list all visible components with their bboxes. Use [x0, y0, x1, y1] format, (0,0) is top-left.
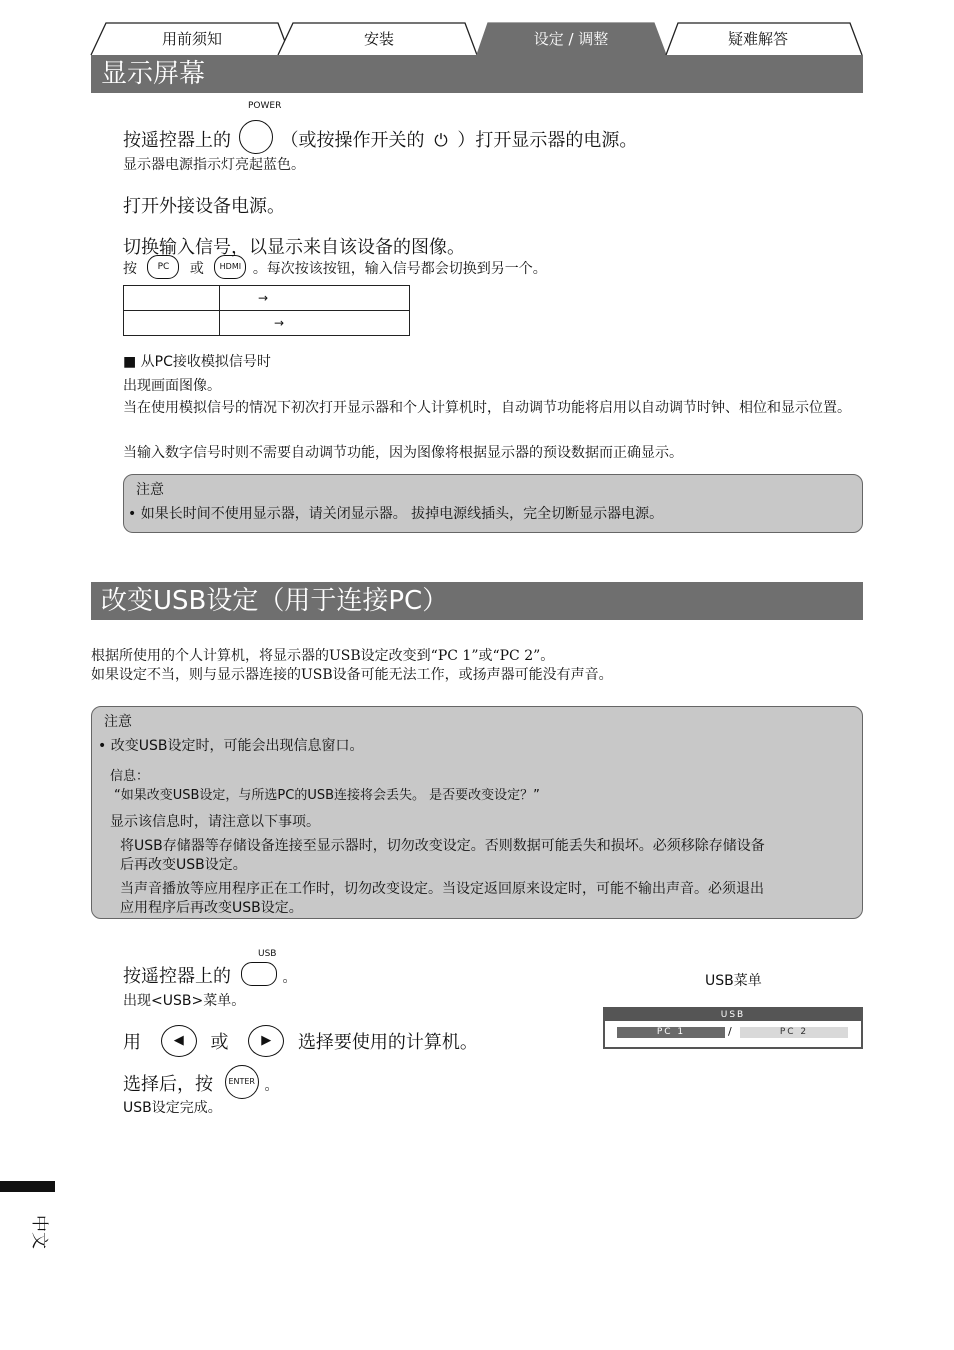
- side-tab-label: 中文: [29, 1215, 49, 1249]
- analog-line2: 当在使用模拟信号的情况下初次打开显示器和个人计算机时，自动调节功能将启用以自动调节时钟、相位和显示位置。: [123, 400, 851, 416]
- note-info-text: “如果改变USB设定，与所选PC的USB连接将会丢失。 是否要改变设定？”: [114, 788, 540, 803]
- power-label: POWER: [248, 101, 282, 111]
- tab-before-use[interactable]: 用前须知: [161, 30, 222, 48]
- usb-option-pc1[interactable]: PC 1: [617, 1027, 725, 1038]
- step3-sub: [123, 258, 547, 279]
- section-title-usb: 改变USB设定（用于连接PC）: [91, 582, 863, 620]
- table-cell: →: [220, 286, 410, 311]
- usb-step2-text-or: 或: [210, 1032, 229, 1053]
- pc-button-icon: PC: [147, 255, 179, 279]
- tab-settings[interactable]: 设定 / 调整: [533, 30, 609, 48]
- step3-display: 切换输入信号，以显示来自该设备的图像。: [123, 237, 465, 258]
- note-title: 注意: [104, 714, 132, 730]
- signal-table: [123, 285, 410, 336]
- section-title-display: 显示屏幕: [91, 55, 863, 93]
- table-cell: [124, 311, 220, 336]
- usb-step2: [123, 1028, 478, 1057]
- usb-button-icon: [241, 962, 277, 986]
- top-tab-bar: [90, 22, 864, 56]
- note-item2a: 当声音播放等应用程序正在工作时，切勿改变设定。当设定返回原来设定时，可能不输出声音。必须退出: [120, 881, 764, 897]
- usb-intro-1: 根据所使用的个人计算机，将显示器的USB设定改变到“PC 1”或“PC 2”。: [91, 648, 555, 664]
- usb-button-label: USB: [258, 949, 277, 959]
- step3-sub-a: 按: [123, 261, 137, 277]
- note-box-2: [91, 706, 863, 919]
- usb-menu-caption: USB菜单: [705, 973, 762, 989]
- usb-step1-sub: 出现<USB>菜单。: [123, 993, 246, 1009]
- table-cell: →: [220, 311, 410, 336]
- step1-sub: 显示器电源指示灯亮起蓝色。: [123, 157, 305, 173]
- step1-text-c: ）打开显示器的电源。: [457, 130, 638, 151]
- tab-troubleshooting[interactable]: 疑难解答: [727, 30, 788, 48]
- power-switch-icon: ⏻: [434, 131, 448, 151]
- usb-intro-2: 如果设定不当，则与显示器连接的USB设备可能无法工作，或扬声器可能没有声音。: [91, 667, 613, 683]
- usb-option-separator: /: [728, 1025, 732, 1038]
- note-item2b: 应用程序后再改变USB设定。: [120, 900, 303, 916]
- note-box-1: [123, 474, 863, 533]
- usb-menu-title: USB: [605, 1009, 861, 1021]
- hdmi-button-icon: HDMI: [214, 255, 246, 279]
- step2-display: 打开外接设备电源。: [123, 196, 285, 217]
- usb-step1-text-a: 按遥控器上的: [123, 966, 231, 987]
- step3-sub-or: 或: [189, 261, 204, 277]
- note-text: • 如果长时间不使用显示器，请关闭显示器。 拔掉电源线插头，完全切断显示器电源。: [128, 506, 664, 522]
- note-title: 注意: [136, 482, 164, 498]
- usb-step3-text-a: 选择后，按: [123, 1074, 213, 1095]
- step1-text-b: （或按操作开关的: [280, 130, 425, 151]
- note-caution: 显示该信息时，请注意以下事项。: [110, 814, 320, 830]
- usb-step2-text-a: 用: [123, 1032, 141, 1053]
- analog-line3: 当输入数字信号时则不需要自动调节功能，因为图像将根据显示器的预设数据而正确显示。: [123, 445, 683, 461]
- usb-step3: [123, 1070, 278, 1099]
- enter-button-icon: ENTER: [225, 1065, 259, 1099]
- step3-sub-b: 。每次按该按钮，输入信号都会切换到另一个。: [252, 261, 547, 277]
- analog-line1: 出现画面图像。: [123, 378, 221, 394]
- usb-step3-text-b: 。: [264, 1078, 279, 1094]
- usb-menu-window: [603, 1007, 863, 1049]
- side-tab-bar: [0, 1181, 55, 1192]
- right-arrow-button-icon: ▶: [248, 1025, 284, 1057]
- usb-step2-text-b: 选择要使用的计算机。: [297, 1032, 478, 1053]
- step1-text-a: 按遥控器上的: [123, 130, 231, 151]
- step1-display: [123, 126, 637, 154]
- table-row: [124, 311, 410, 336]
- tab-installation[interactable]: 安装: [363, 30, 394, 48]
- usb-step1: [123, 962, 296, 988]
- power-button-icon: [239, 120, 273, 154]
- note-bullet: • 改变USB设定时，可能会出现信息窗口。: [98, 738, 364, 754]
- usb-step3-sub: USB设定完成。: [123, 1100, 222, 1116]
- table-row: [124, 286, 410, 311]
- note-item1a: 将USB存储器等存储设备连接至显示器时，切勿改变设定。否则数据可能丢失和损坏。必须移除存储设备: [120, 838, 765, 854]
- note-item1b: 后再改变USB设定。: [120, 857, 247, 873]
- note-info-label: 信息：: [110, 769, 150, 784]
- left-arrow-button-icon: ◀: [161, 1025, 197, 1057]
- usb-option-pc2[interactable]: PC 2: [740, 1027, 848, 1038]
- usb-step1-text-b: 。: [282, 970, 297, 986]
- analog-heading: ■ 从PC接收模拟信号时: [123, 354, 271, 370]
- table-cell: [124, 286, 220, 311]
